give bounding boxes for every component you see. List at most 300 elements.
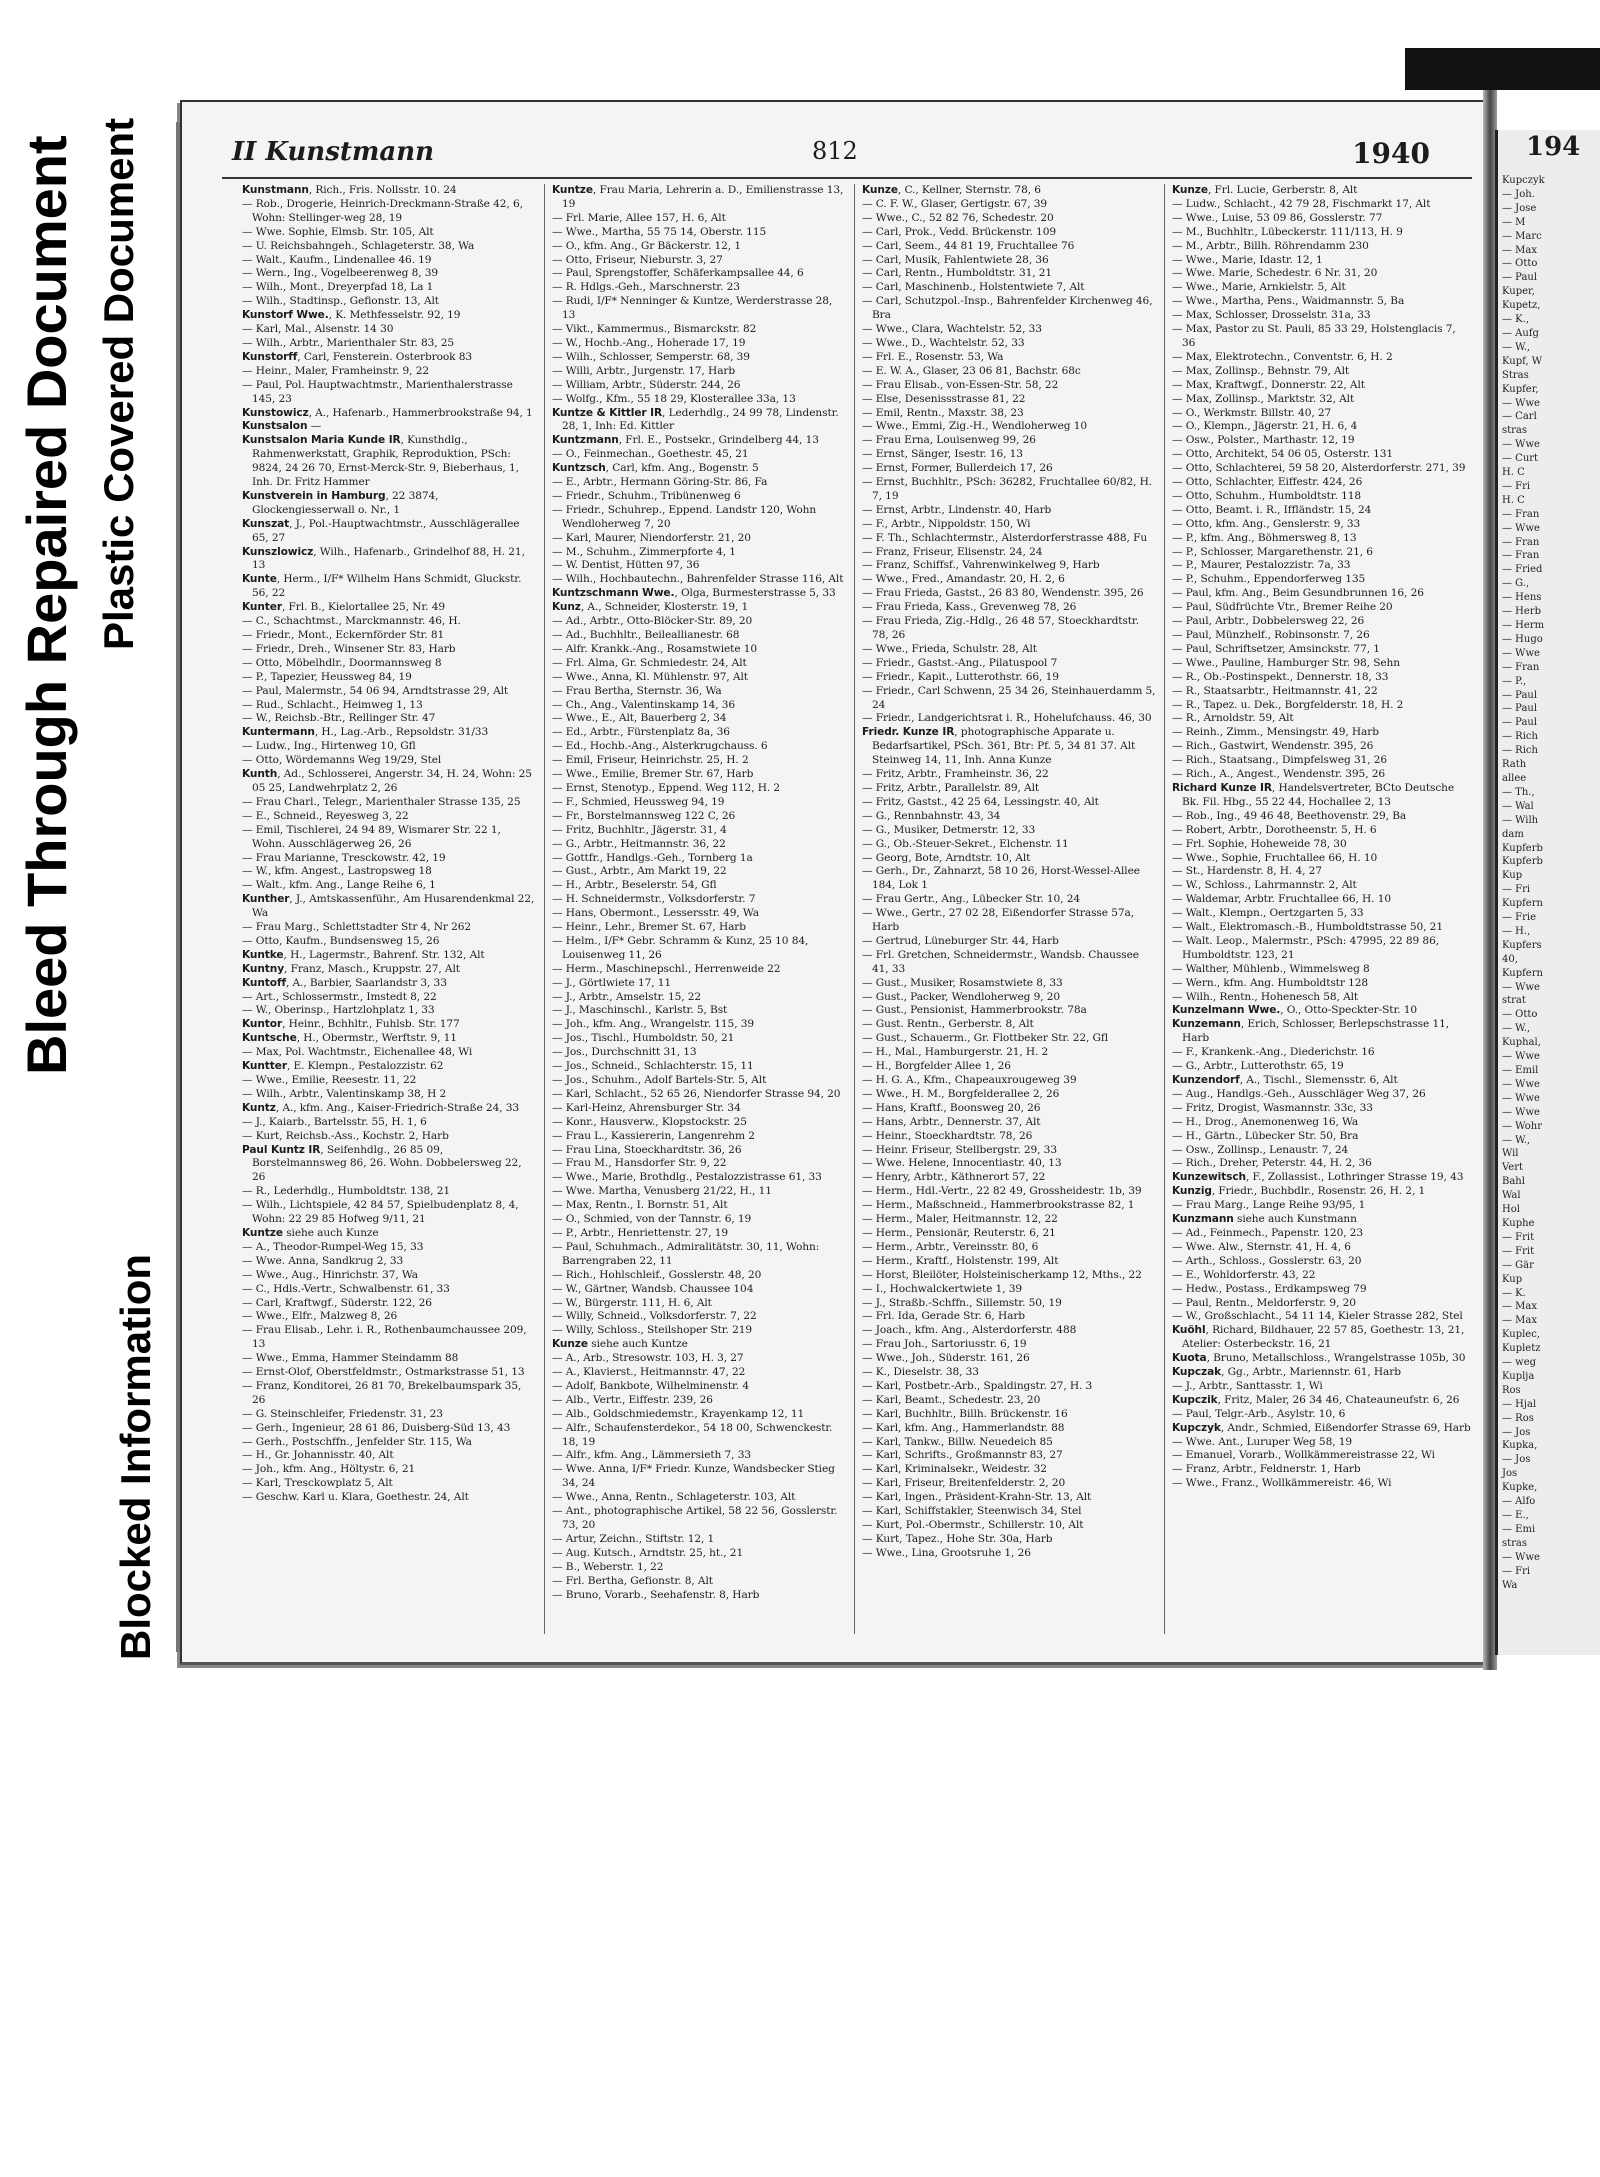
adjacent-page-line: — Hugo (1502, 633, 1543, 645)
directory-entry: — Wwe., Martha, 55 75 14, Oberstr. 115 (552, 225, 767, 238)
directory-entry: — Willy, Schneid., Volksdorferstr. 7, 22 (552, 1310, 757, 1323)
directory-entry: — W., Reichsb.-Btr., Rellinger Str. 47 (242, 712, 436, 725)
adjacent-page-line: — Fri (1502, 1565, 1531, 1577)
directory-entry: — F., Arbtr., Nippoldstr. 150, Wi (862, 517, 1031, 530)
directory-entry: — Wwe., Marie, Arnkielstr. 5, Alt (1172, 281, 1346, 294)
directory-entry: — Wilh., Schlosser, Semperstr. 68, 39 (552, 350, 750, 363)
directory-entry: — E., Wohldorferstr. 43, 22 (1172, 1268, 1316, 1281)
directory-entry: — Jos., Schneid., Schlachterstr. 15, 11 (552, 1060, 754, 1073)
adjacent-page-line: — Wwe (1502, 1051, 1540, 1063)
directory-entry: — Wwe., Fred., Amandastr. 20, H. 2, 6 (862, 573, 1065, 586)
adjacent-page-line: stras (1502, 1537, 1528, 1549)
directory-entry: — P., kfm. Ang., Böhmersweg 8, 13 (1172, 531, 1357, 544)
directory-entry: — H., Gr. Johannisstr. 40, Alt (242, 1449, 394, 1462)
directory-entry: — I., Hochwalckertwiete 1, 39 (862, 1282, 1023, 1295)
directory-entry: Richard Kunze IR, Handelsvertreter, BCto Deutsche Bk. Fil. Hbg., 55 22 44, Hochallee 2, 13 (1172, 781, 1455, 808)
directory-entry: — Wwe., Anna, Rentn., Schlageterstr. 103, Alt (552, 1491, 796, 1504)
directory-entry: — Max, Zollinsp., Behnstr. 79, Alt (1172, 364, 1350, 377)
directory-column-2 (552, 184, 847, 1639)
adjacent-page-line: — Wwe (1502, 981, 1540, 993)
directory-entry: — Frl. Gretchen, Schneidermstr., Wandsb. Chaussee 41, 33 (862, 948, 1139, 975)
adjacent-page-line: — Wwe (1502, 522, 1540, 534)
directory-entry: — Frau L., Kassiererin, Langenrehm 2 (552, 1129, 755, 1142)
directory-entry: — Paul, Schriftsetzer, Amsinckstr. 77, 1 (1172, 642, 1380, 655)
directory-entry: — Hans, Arbtr., Dennerstr. 37, Alt (862, 1115, 1041, 1128)
directory-entry: — Ernst-Olof, Oberstfeldmstr., Ostmarkstrasse 51, 13 (242, 1366, 525, 1379)
adjacent-page-line: — Max (1502, 1315, 1538, 1327)
directory-entry: — W., Bürgerstr. 111, H. 6, Alt (552, 1296, 712, 1309)
adjacent-page-line: — W., (1502, 341, 1531, 353)
adjacent-page-line: — Joh. (1502, 188, 1535, 200)
directory-entry: — Carl, Schutzpol.-Insp., Bahrenfelder Kirchenweg 46, Bra (862, 295, 1153, 322)
directory-entry: — Robert, Arbtr., Dorotheenstr. 5, H. 6 (1172, 823, 1377, 836)
directory-entry: — O., Feinmechan., Goethestr. 45, 21 (552, 448, 749, 461)
directory-entry: Kuntzsch, Carl, kfm. Ang., Bogenstr. 5 (552, 462, 759, 475)
directory-entry: — Wilh., Stadtinsp., Gefionstr. 13, Alt (242, 295, 439, 308)
adjacent-page-line: Kuper, (1502, 286, 1535, 298)
adjacent-page-line: — Aufg (1502, 327, 1539, 339)
adjacent-page-line: dam (1502, 828, 1524, 840)
directory-entry: — G., Arbtr., Lutterothstr. 65, 19 (1172, 1060, 1344, 1073)
directory-entry: — Wilh., Hochbautechn., Bahrenfelder Strasse 116, Alt (552, 573, 844, 586)
directory-entry: — Kurt, Pol.-Obermstr., Schillerstr. 10, Alt (862, 1519, 1084, 1531)
directory-entry: — Wwe., Clara, Wachtelstr. 52, 33 (862, 323, 1042, 336)
directory-entry: — R., Lederhdlg., Humboldtstr. 138, 21 (242, 1185, 450, 1198)
directory-entry: — Bruno, Vorarb., Seehafenstr. 8, Harb (552, 1588, 760, 1601)
directory-entry: — Wwe. Anna, I/F* Friedr. Kunze, Wandsbecker Stieg 34, 24 (552, 1463, 835, 1490)
directory-entry: — Ant., photographische Artikel, 58 22 56, Gosslerstr. 73, 20 (552, 1505, 838, 1531)
directory-entry: — J., Maschinschl., Karlstr. 5, Bst (552, 1004, 728, 1017)
directory-entry: — Ludw., Ing., Hirtenweg 10, Gfl (242, 740, 416, 753)
adjacent-page-line: — Fri (1502, 884, 1531, 896)
directory-entry: Kunstorf Wwe., K. Methfesselstr. 92, 19 (242, 309, 461, 322)
directory-entry: — Otto, Möbelhdlr., Doormannsweg 8 (242, 656, 442, 669)
directory-entry: — Joh., kfm. Ang., Wrangelstr. 115, 39 (552, 1018, 755, 1031)
directory-entry: — E., Schneid., Reyesweg 3, 22 (242, 809, 409, 822)
directory-entry: — Friedr., Gastst.-Ang., Pilatuspool 7 (862, 656, 1058, 669)
directory-entry: — Wwe., Marie, Brothdlg., Pestalozzistrasse 61, 33 (552, 1171, 822, 1184)
adjacent-page-line: Kup (1502, 1273, 1523, 1285)
directory-entry: — Frau Gertr., Ang., Lübecker Str. 10, 24 (862, 893, 1081, 906)
directory-entry: — Friedr., Landgerichtsrat i. R., Hohelufchauss. 46, 30 (862, 712, 1152, 725)
adjacent-page-line: Kupczyk (1502, 175, 1545, 186)
directory-entry: — W. Dentist, Hütten 97, 36 (552, 559, 700, 572)
directory-entry: — Gerh., Postschffn., Jenfelder Str. 115, Wa (242, 1435, 472, 1448)
directory-entry: Kunz, A., Schneider, Klosterstr. 19, 1 (552, 601, 749, 614)
adjacent-page-line: Ros (1502, 1384, 1521, 1396)
directory-entry: — Walt., Klempn., Oertzgarten 5, 33 (1172, 907, 1364, 920)
adjacent-page-line: Vert (1502, 1162, 1524, 1174)
directory-column-3 (862, 184, 1157, 1639)
directory-entry: — Karl, Schrifts., Großmannstr 83, 27 (862, 1449, 1063, 1462)
column-divider (544, 184, 545, 1634)
directory-entry: — Carl, Musik, Fahlentwiete 28, 36 (862, 253, 1049, 266)
adjacent-page-line: Kupferb (1502, 842, 1543, 854)
directory-entry: — M., Schuhm., Zimmerpforte 4, 1 (552, 545, 736, 558)
adjacent-page-line: — Gär (1502, 1259, 1534, 1271)
directory-entry: — Karl, Beamt., Schedestr. 23, 20 (862, 1393, 1041, 1406)
directory-entry: — Wolfg., Kfm., 55 18 29, Klosterallee 33a, 13 (552, 392, 796, 405)
directory-entry: — G., Musiker, Detmerstr. 12, 33 (862, 823, 1036, 836)
directory-entry: Kunzewitsch, F., Zollassist., Lothringer Strasse 19, 43 (1172, 1171, 1464, 1184)
adjacent-page-line: — Wwe (1502, 1092, 1540, 1104)
adjacent-page-line: Kuplec, (1502, 1329, 1540, 1341)
directory-entry: — O., Werkmstr. Billstr. 40, 27 (1172, 406, 1332, 419)
adjacent-page-line: 40, (1502, 953, 1518, 965)
directory-entry: — Wwe. Ant., Luruper Weg 58, 19 (1172, 1435, 1353, 1448)
directory-entry: — H., Arbtr., Beselerstr. 54, Gfl (552, 879, 717, 892)
directory-entry: — Jos., Tischl., Humboldstr. 50, 21 (552, 1032, 735, 1045)
directory-entry: — Gust., Pensionist, Hammerbrookstr. 78a (862, 1004, 1087, 1017)
directory-entry: Kuntzschmann Wwe., Olga, Burmesterstrasse 5, 33 (552, 587, 836, 600)
directory-entry: Kunter, Frl. B., Kielortallee 25, Nr. 49 (242, 601, 446, 614)
directory-entry: — Karl, Maurer, Niendorferstr. 21, 20 (552, 531, 751, 544)
adjacent-page-line: — Alfo (1502, 1496, 1536, 1508)
directory-entry: — Rich., Staatsang., Dimpfelsweg 31, 26 (1172, 754, 1388, 767)
directory-page (180, 100, 1492, 1665)
directory-entry: Kuntor, Heinr., Bchhltr., Fuhlsb. Str. 177 (242, 1018, 460, 1031)
directory-entry: — K., Dieselstr. 38, 33 (862, 1366, 979, 1379)
bleed-through-label: Bleed Through Repaired Document (15, 135, 78, 1075)
adjacent-page-line: Kupetz, (1502, 300, 1541, 312)
directory-entry: — Ch., Ang., Valentinskamp 14, 36 (552, 698, 736, 711)
directory-entry: — F., Krankenk.-Ang., Diederichstr. 16 (1172, 1046, 1375, 1059)
directory-entry: Kuntermann, H., Lag.-Arb., Repsoldstr. 31/33 (242, 726, 489, 739)
adjacent-page-line: strat (1502, 995, 1526, 1007)
directory-entry: — Ad., Feinmech., Papenstr. 120, 23 (1172, 1226, 1364, 1239)
directory-entry: — Karl, Ingen., Präsident-Krahn-Str. 13, Alt (862, 1491, 1092, 1504)
directory-entry: — Art., Schlossermstr., Imstedt 8, 22 (242, 990, 437, 1003)
directory-entry: — Wwe., Lina, Grootsruhe 1, 26 (862, 1546, 1031, 1559)
directory-entry: — Reinh., Zimm., Mensingstr. 49, Harb (1172, 726, 1379, 739)
directory-entry: — Frl. Sophie, Hoheweide 78, 30 (1172, 837, 1347, 850)
directory-entry: — G., Ob.-Steuer-Sekret., Elchenstr. 11 (862, 837, 1069, 850)
running-head: II Kunstmann (232, 137, 435, 167)
directory-entry: Kunther, J., Amtskassenführ., Am Husarendenkmal 22, Wa (242, 893, 535, 920)
directory-entry: Kuöhl, Richard, Bildhauer, 22 57 85, Goethestr. 13, 21, Atelier: Osterbeckstr. 16, 21 (1172, 1324, 1465, 1351)
directory-entry: — Friedr., Kapit., Lutterothstr. 66, 19 (862, 670, 1059, 683)
directory-entry: — Frl. Alma, Gr. Schmiedestr. 24, Alt (552, 656, 747, 669)
directory-entry: — Franz, Konditorei, 26 81 70, Brekelbaumspark 35, 26 (242, 1379, 522, 1406)
column-divider (1164, 184, 1165, 1634)
adjacent-page-line: — Fran (1502, 536, 1540, 548)
adjacent-page-line: — Wohr (1502, 1120, 1543, 1132)
directory-entry: — Wwe., H. M., Borgfelderallee 2, 26 (862, 1087, 1060, 1100)
directory-entry: — Rob., Drogerie, Heinrich-Dreckmann-Straße 42, 6, Wohn: Stellinger-weg 28, 19 (242, 197, 523, 224)
directory-entry: — Rich., Dreher, Peterstr. 44, H. 2, 36 (1172, 1157, 1372, 1170)
adjacent-page-line: — Wwe (1502, 1106, 1540, 1118)
directory-entry: — Ernst, Sänger, Isestr. 16, 13 (862, 448, 1023, 461)
directory-entry: — Hans, Obermont., Lessersstr. 49, Wa (552, 907, 759, 920)
directory-entry: — Wwe., C., 52 82 76, Schedestr. 20 (862, 211, 1054, 224)
directory-entry: — Karl, Kriminalsekr., Weidestr. 32 (862, 1463, 1047, 1476)
directory-entry: — Paul, Malermstr., 54 06 94, Arndtstrasse 29, Alt (242, 684, 509, 697)
year-label: 1940 (1352, 137, 1430, 170)
directory-entry: — Osw., Polster., Marthastr. 12, 19 (1172, 434, 1355, 447)
directory-entry: — Ernst, Arbtr., Lindenstr. 40, Harb (862, 503, 1052, 516)
directory-entry: — Karl, Postbetr.-Arb., Spaldingstr. 27, H. 3 (862, 1379, 1093, 1392)
adjacent-page-line: — Ros (1502, 1412, 1534, 1424)
directory-entry: — Horst, Bleilöter, Holsteinischerkamp 12, Mths., 22 (862, 1268, 1142, 1281)
adjacent-page-line: — Wwe (1502, 1078, 1540, 1090)
directory-entry: — Carl, Kraftwgf., Süderstr. 122, 26 (242, 1296, 432, 1309)
adjacent-page-line: Kupke, (1502, 1482, 1538, 1494)
directory-entry: — Friedr., Schuhrep., Eppend. Landstr 120, Wohn Wendloherweg 7, 20 (552, 503, 817, 530)
adjacent-page-line: Kupfern (1502, 898, 1543, 910)
directory-entry: — Henry, Arbtr., Käthnerort 57, 22 (862, 1171, 1046, 1184)
adjacent-page-line: — Emil (1502, 1065, 1539, 1076)
directory-entry: — R., Arnoldstr. 59, Alt (1172, 712, 1294, 725)
directory-entry: — Heinr. Friseur, Stellbergstr. 29, 33 (862, 1143, 1057, 1156)
directory-entry: — Aug., Handlgs.-Geh., Ausschläger Weg 37, 26 (1172, 1087, 1426, 1100)
adjacent-page-line: — weg (1502, 1357, 1537, 1369)
adjacent-page-line: Kup (1502, 870, 1523, 882)
directory-entry: — P., Schlosser, Margarethenstr. 21, 6 (1172, 545, 1373, 558)
adjacent-page-line: — Rich (1502, 731, 1538, 743)
directory-entry: — Jos., Durchschnitt 31, 13 (552, 1046, 697, 1059)
directory-entry: — Joh., kfm. Ang., Höltystr. 6, 21 (242, 1463, 416, 1476)
directory-entry: — Friedr., Mont., Eckernförder Str. 81 (242, 629, 445, 641)
adjacent-page-line: — Wal (1502, 800, 1534, 812)
adjacent-page-line: — Max (1502, 1301, 1538, 1313)
directory-entry: — P., Schuhm., Eppendorferweg 135 (1172, 573, 1366, 586)
directory-entry: — Carl, Maschinenb., Holstentwiete 7, Alt (862, 281, 1085, 294)
directory-entry: — Herm., Kraftf., Holstenstr. 199, Alt (862, 1254, 1059, 1267)
directory-entry: — J., Arbtr., Santtasstr. 1, Wi (1172, 1379, 1323, 1392)
directory-entry: — Wern., kfm. Ang. Humboldtstr 128 (1172, 976, 1368, 989)
directory-entry: Kunth, Ad., Schlosserei, Angerstr. 34, H. 24, Wohn: 25 05 25, Landwehrplatz 2, 26 (242, 768, 532, 794)
adjacent-page-line: — K., (1502, 314, 1530, 326)
directory-entry: — Paul, kfm. Ang., Beim Gesundbrunnen 16, 26 (1172, 587, 1424, 600)
directory-entry: — Wwe., Elfr., Malzweg 8, 26 (242, 1310, 398, 1323)
directory-entry: — Frau Frieda, Zig.-Hdlg., 26 48 57, Stoeckhardtstr. 78, 26 (862, 615, 1139, 641)
directory-entry: — Herm., Arbtr., Vereinsstr. 80, 6 (862, 1240, 1039, 1253)
directory-entry: — Georg, Bote, Arndtstr. 10, Alt (862, 851, 1031, 864)
directory-entry: Kuntz, A., kfm. Ang., Kaiser-Friedrich-Straße 24, 33 (242, 1101, 520, 1114)
directory-entry: — H. Schneidermstr., Volksdorferstr. 7 (552, 893, 756, 906)
directory-entry: Kupczak, Gg., Arbtr., Mariennstr. 61, Harb (1172, 1366, 1401, 1379)
directory-entry: — Otto, Wördemanns Weg 19/29, Stel (242, 754, 442, 767)
directory-entry: Paul Kuntz IR, Seifenhdlg., 26 85 09, Borstelmannsweg 86, 26. Wohn. Dobbelersweg 22, 26 (242, 1143, 522, 1184)
adjacent-page-line: — Fran (1502, 550, 1540, 562)
directory-entry: — Heinr., Lehr., Bremer St. 67, Harb (552, 921, 746, 934)
directory-entry: Kunzendorf, A., Tischl., Slemensstr. 6, Alt (1172, 1074, 1398, 1086)
directory-entry: — Max, Kraftwgf., Donnerstr. 22, Alt (1172, 378, 1365, 391)
directory-entry: — A., Theodor-Rumpel-Weg 15, 33 (242, 1240, 424, 1253)
directory-entry: — Gust. Rentn., Gerberstr. 8, Alt (862, 1018, 1034, 1031)
directory-entry: — Emil, Friseur, Heinrichstr. 25, H. 2 (552, 754, 749, 767)
directory-entry: — O., Schmied, von der Tannstr. 6, 19 (552, 1213, 752, 1226)
directory-entry: — Frl. Ida, Gerade Str. 6, Harb (862, 1310, 1025, 1323)
directory-entry: — Joach., kfm. Ang., Alsterdorferstr. 488 (862, 1324, 1077, 1337)
adjacent-page-line: — E., (1502, 1510, 1529, 1521)
directory-column-1 (242, 184, 537, 1639)
directory-entry: — Otto, Schuhm., Humboldtstr. 118 (1172, 489, 1362, 502)
directory-entry: — Gerh., Dr., Zahnarzt, 58 10 26, Horst-Wessel-Allee 184, Lok 1 (862, 865, 1140, 892)
directory-entry: — Friedr., Schuhm., Tribünenweg 6 (552, 489, 741, 502)
page-number: 812 (812, 137, 858, 165)
directory-entry: — Fritz, Drogist, Wasmannstr. 33c, 33 (1172, 1101, 1373, 1114)
header-rule (222, 177, 1472, 179)
directory-entry: — Frau Marianne, Tresckowstr. 42, 19 (242, 851, 446, 864)
directory-entry: — R., Staatsarbtr., Heitmannstr. 41, 22 (1172, 684, 1378, 697)
directory-entry: — Rich., Hohlschleif., Gosslerstr. 48, 20 (552, 1268, 762, 1281)
directory-entry: — Paul, Südfrüchte Vtr., Bremer Reihe 20 (1172, 601, 1393, 614)
directory-entry: — C., Hdls.-Vertr., Schwalbenstr. 61, 33 (242, 1282, 450, 1295)
directory-entry: — Otto, Architekt, 54 06 05, Osterstr. 131 (1172, 448, 1394, 461)
adjacent-page-line: — Fried (1502, 564, 1543, 576)
adjacent-page-line: Kuphe (1502, 1217, 1535, 1229)
directory-entry: Kunszlowicz, Wilh., Hafenarb., Grindelhof 88, H. 21, 13 (242, 545, 525, 572)
directory-entry: — Wilh., Lichtspiele, 42 84 57, Spielbudenplatz 8, 4, Wohn: 22 29 85 Hofweg 9/11, 21 (242, 1199, 519, 1226)
directory-entry: Kunzmann siehe auch Kunstmann (1172, 1213, 1357, 1226)
directory-entry: — Jos., Schuhm., Adolf Bartels-Str. 5, Alt (552, 1074, 767, 1086)
adjacent-page-line: H. C (1502, 494, 1525, 506)
directory-entry: Kuntze siehe auch Kunze (242, 1226, 379, 1239)
adjacent-page-line: — Frie (1502, 912, 1537, 924)
directory-entry: Kuntze, Frau Maria, Lehrerin a. D., Emilienstrasse 13, 19 (552, 184, 844, 210)
directory-entry: Kunze, Frl. Lucie, Gerberstr. 8, Alt (1172, 184, 1358, 196)
directory-entry: — Gottfr., Handlgs.-Geh., Tornberg 1a (552, 851, 753, 864)
plastic-covered-label: Plastic Covered Document (95, 117, 142, 650)
directory-entry: — E. W. A., Glaser, 23 06 81, Bachstr. 68c (862, 364, 1081, 377)
directory-entry: — R., Tapez. u. Dek., Borgfelderstr. 18, H. 2 (1172, 698, 1404, 711)
directory-entry: — Gust., Musiker, Rosamstwiete 8, 33 (862, 976, 1063, 989)
directory-entry: — Herm., Maler, Heitmannstr. 12, 22 (862, 1213, 1058, 1226)
directory-entry: — Paul, Sprengstoffer, Schäferkampsallee 44, 6 (552, 267, 804, 280)
directory-entry: — G., Arbtr., Heitmannstr. 36, 22 (552, 837, 726, 850)
directory-entry: — Alfr., Schaufensterdekor., 54 18 00, Schwenckestr. 18, 19 (552, 1421, 833, 1448)
directory-entry: — W., Hochb.-Ang., Hoherade 17, 19 (552, 336, 746, 349)
adjacent-page-line: — Rich (1502, 745, 1538, 757)
directory-entry: — H. G. A., Kfm., Chapeauxrougeweg 39 (862, 1074, 1077, 1086)
adjacent-page-text (1498, 174, 1600, 1592)
directory-entry: — Alfr. Krankk.-Ang., Rosamstwiete 10 (552, 642, 758, 655)
directory-entry: Kupczyk, Andr., Schmied, Eißendorfer Strasse 69, Harb (1172, 1421, 1471, 1434)
adjacent-page-line: Kupfers (1502, 939, 1542, 951)
directory-entry: — Geschw. Karl u. Klara, Goethestr. 24, Alt (242, 1491, 469, 1504)
directory-entry: — B., Weberstr. 1, 22 (552, 1560, 664, 1573)
directory-entry: — Aug. Kutsch., Arndtstr. 25, ht., 21 (552, 1546, 744, 1559)
directory-entry: — Fritz, Arbtr., Parallelstr. 89, Alt (862, 781, 1040, 794)
directory-entry: — C., Schachtmst., Marckmannstr. 46, H. (242, 615, 461, 628)
directory-entry: Kupczik, Fritz, Maler, 26 34 46, Chateauneufstr. 6, 26 (1172, 1393, 1460, 1406)
directory-entry: — Alb., Vertr., Eiffestr. 239, 26 (552, 1393, 713, 1406)
directory-entry: — Vikt., Kammermus., Bismarckstr. 82 (552, 323, 757, 336)
directory-entry: — Walt., Kaufm., Lindenallee 46. 19 (242, 253, 432, 266)
directory-entry: — Gust., Packer, Wendloherweg 9, 20 (862, 990, 1061, 1003)
directory-entry: — W., Gärtner, Wandsb. Chaussee 104 (552, 1282, 754, 1295)
directory-entry: — P., Maurer, Pestalozzistr. 7a, 33 (1172, 559, 1351, 572)
directory-entry: — Wwe., Pauline, Hamburger Str. 98, Sehn (1172, 656, 1400, 669)
directory-entry: — J., Straßb.-Schffn., Sillemstr. 50, 19 (862, 1296, 1062, 1309)
directory-entry: — Karl, Tresckowplatz 5, Alt (242, 1477, 393, 1490)
directory-entry: — Ernst, Former, Bullerdeich 17, 26 (862, 462, 1053, 475)
directory-entry: — Frau Joh., Sartoriusstr. 6, 19 (862, 1338, 1027, 1351)
directory-entry: — Max, Pastor zu St. Pauli, 85 33 29, Holstenglacis 7, 36 (1172, 323, 1456, 349)
directory-entry: — Max, Elektrotechn., Conventstr. 6, H. 2 (1172, 350, 1393, 363)
directory-entry: — Wwe. Helene, Innocentiastr. 40, 13 (862, 1157, 1062, 1170)
adjacent-page-line: — Herb (1502, 606, 1541, 618)
directory-entry: — Frau M., Hansdorfer Str. 9, 22 (552, 1157, 727, 1170)
directory-entry: — H., Gärtn., Lübecker Str. 50, Bra (1172, 1129, 1359, 1142)
adjacent-page-line: Kupf, W (1502, 355, 1543, 367)
directory-entry: — Wwe. Alw., Sternstr. 41, H. 4, 6 (1172, 1240, 1351, 1253)
directory-entry: — Carl, Seem., 44 81 19, Fruchtallee 76 (862, 239, 1075, 252)
adjacent-page-line: — P., (1502, 675, 1527, 687)
directory-entry: — Frau Lina, Stoeckhardtstr. 36, 26 (552, 1143, 742, 1156)
directory-entry: — Frau Elisab., von-Essen-Str. 58, 22 (862, 378, 1059, 391)
directory-entry: — William, Arbtr., Süderstr. 244, 26 (552, 378, 741, 391)
adjacent-page-line: — Emi (1502, 1523, 1536, 1535)
directory-entry: — Frl. E., Rosenstr. 53, Wa (862, 350, 1004, 363)
directory-entry: Kuntke, H., Lagermstr., Bahrenf. Str. 132, Alt (242, 948, 485, 961)
directory-entry: — Ed., Hochb.-Ang., Alsterkrugchauss. 6 (552, 740, 768, 753)
directory-entry: — Herm., Maßschneid., Hammerbrookstrasse 82, 1 (862, 1199, 1135, 1212)
directory-entry: — Ad., Buchhltr., Beileallianestr. 68 (552, 629, 740, 641)
directory-entry: — Max, Schlosser, Drosselstr. 31a, 33 (1172, 309, 1371, 322)
directory-entry: — Franz, Friseur, Elisenstr. 24, 24 (862, 545, 1043, 558)
adjacent-page-line: — H., (1502, 925, 1531, 937)
directory-entry: — Wwe., Franz., Wollkämmereistr. 46, Wi (1172, 1477, 1392, 1490)
directory-entry: — Heinr., Maler, Framheinstr. 9, 22 (242, 364, 429, 377)
page-header (182, 137, 1492, 177)
adjacent-page-line: — Frit (1502, 1231, 1535, 1243)
adjacent-page-line: — Max (1502, 244, 1538, 256)
adjacent-page-line: — Paul (1502, 272, 1538, 284)
directory-entry: — J., Kaiarb., Bartelsstr. 55, H. 1, 6 (242, 1115, 427, 1128)
directory-entry: — Herm., Maschinepschl., Herrenweide 22 (552, 962, 781, 975)
directory-entry: — Karl, Friseur, Breitenfelderstr. 2, 20 (862, 1477, 1066, 1490)
directory-entry: — Franz, Arbtr., Feldnerstr. 1, Harb (1172, 1463, 1361, 1476)
adjacent-page-line: Wil (1502, 1148, 1519, 1160)
adjacent-page-line: — Paul (1502, 703, 1538, 715)
directory-entry: — E., Arbtr., Hermann Göring-Str. 86, Fa (552, 476, 768, 489)
adjacent-page-line: Kupfern (1502, 967, 1543, 979)
directory-entry: — Wwe., Joh., Süderstr. 161, 26 (862, 1352, 1030, 1365)
adjacent-page-line: H. C (1502, 467, 1525, 479)
directory-entry: — Emil, Tischlerei, 24 94 89, Wismarer Str. 22 1, Wohn. Ausschlägerweg 26, 26 (242, 823, 501, 850)
directory-entry: — Frau Frieda, Gastst., 26 83 80, Wendenstr. 395, 26 (862, 587, 1144, 600)
directory-entry: — Wilh., Rentn., Hohenesch 58, Alt (1172, 990, 1359, 1003)
directory-entry: — Karl-Heinz, Ahrensburger Str. 34 (552, 1101, 741, 1114)
adjacent-page-line: Kupferb (1502, 856, 1543, 868)
scan-top-margin (0, 0, 1600, 48)
directory-entry: — Max, Pol. Wachtmstr., Eichenallee 48, Wi (242, 1046, 473, 1059)
directory-entry: — Alfr., kfm. Ang., Lämmersieth 7, 33 (552, 1449, 751, 1462)
directory-entry: — Kurt, Tapez., Hohe Str. 30a, Harb (862, 1532, 1053, 1545)
directory-entry: — Arth., Schloss., Gosslerstr. 63, 20 (1172, 1254, 1362, 1267)
directory-entry: — Rud., Schlacht., Heimweg 1, 13 (242, 698, 423, 711)
directory-entry: — Osw., Zollinsp., Lenaustr. 7, 24 (1172, 1143, 1349, 1156)
adjacent-page-line: — Jose (1502, 202, 1537, 214)
adjacent-page-line: Rath (1502, 759, 1527, 771)
directory-entry: — Paul, Münzhelf., Robinsonstr. 7, 26 (1172, 629, 1370, 641)
directory-entry: Kunstmann, Rich., Fris. Nollsstr. 10. 24 (242, 184, 457, 196)
directory-entry: — Ludw., Schlacht., 42 79 28, Fischmarkt 17, Alt (1172, 197, 1431, 210)
directory-entry: Kunstorff, Carl, Fensterein. Osterbrook 83 (242, 350, 473, 363)
directory-entry: — Frl. Bertha, Gefionstr. 8, Alt (552, 1574, 713, 1587)
adjacent-page-line: Kupletz (1502, 1343, 1541, 1355)
directory-entry: — Ernst, Buchhltr., PSch: 36282, Fruchtallee 60/82, H. 7, 19 (862, 476, 1153, 502)
directory-entry: — Wwe., D., Wachtelstr. 52, 33 (862, 336, 1025, 349)
directory-entry: Kunstsalon — (242, 420, 322, 433)
directory-entry: — Wilh., Mont., Dreyerpfad 18, La 1 (242, 281, 434, 294)
directory-entry: — Wilh., Arbtr., Valentinskamp 38, H 2 (242, 1087, 447, 1100)
adjacent-page-line: — Jos (1502, 1426, 1531, 1438)
directory-entry: — Otto, Beamt. i. R., Iffländstr. 15, 24 (1172, 503, 1372, 516)
directory-entry: — Emanuel, Vorarb., Wollkämmereistrasse 22, Wi (1172, 1449, 1435, 1462)
